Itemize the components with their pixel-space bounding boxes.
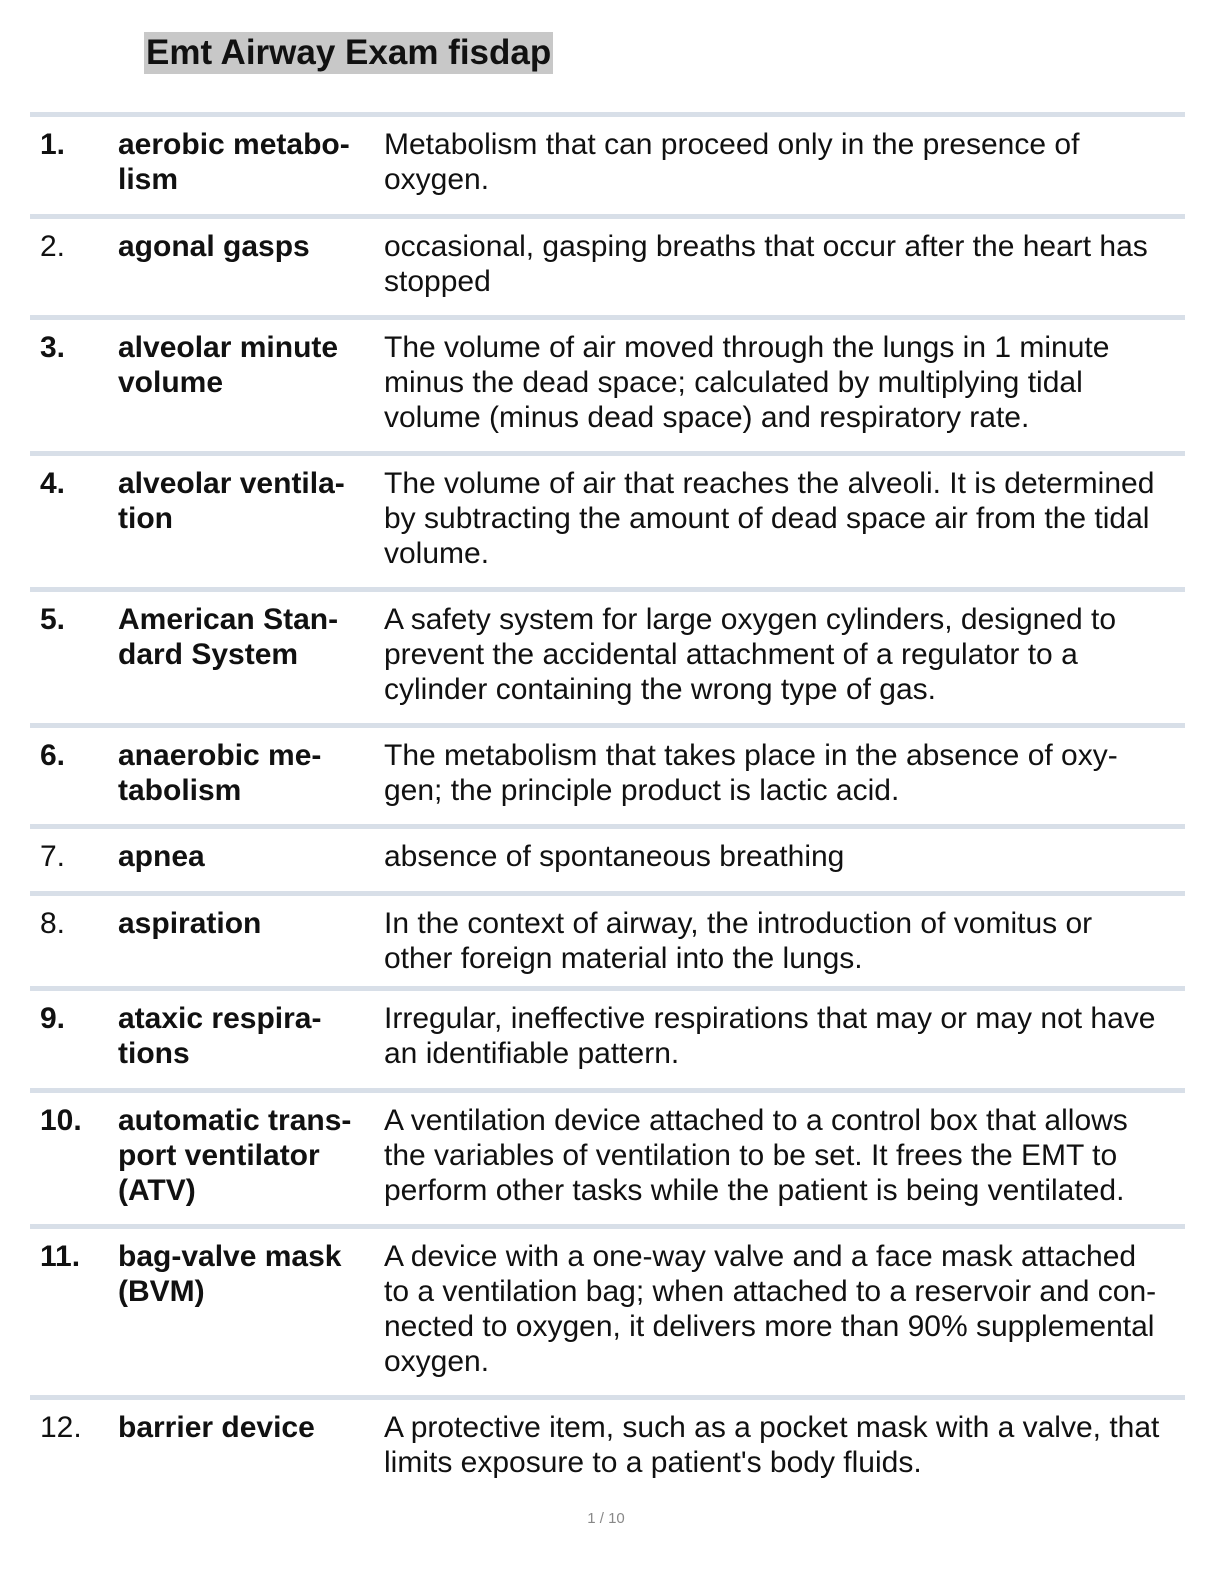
term-number: 7. (40, 840, 66, 873)
term-name: apnea (118, 840, 205, 873)
term-row (30, 315, 1185, 451)
term-name: anaerobic me- tabolism (118, 739, 322, 807)
term-definition: In the context of airway, the introduction of vomitus or other foreign material into the lungs. (384, 907, 1093, 975)
term-number: 3. (40, 331, 66, 364)
term-number: 5. (40, 603, 66, 636)
term-definition: The volume of air moved through the lungs in 1 minute minus the dead space; calculated by multiplying tidal volume (minus dead space) and respiratory rate. (384, 331, 1110, 434)
page-number: 1 / 10 (587, 1510, 625, 1527)
term-number: 12. (40, 1411, 82, 1444)
term-definition: A safety system for large oxygen cylinders, designed to prevent the accidental attachment of a regulator to a cylinder containing the wrong type of gas. (384, 603, 1117, 706)
term-row (30, 824, 1185, 891)
term-number: 4. (40, 467, 66, 500)
term-row (30, 891, 1185, 986)
term-number: 11. (40, 1240, 81, 1273)
term-number: 9. (40, 1002, 66, 1035)
term-name: American Stan- dard System (118, 603, 339, 671)
term-name: ataxic respira- tions (118, 1002, 322, 1070)
term-row (30, 112, 1185, 214)
term-row (30, 723, 1185, 824)
term-definition: The metabolism that takes place in the absence of oxy- gen; the principle product is lactic acid. (384, 739, 1118, 807)
term-row (30, 1395, 1185, 1485)
term-name: bag-valve mask (BVM) (118, 1240, 342, 1308)
term-name: aspiration (118, 907, 262, 940)
term-number: 1. (40, 128, 66, 161)
term-definition: A ventilation device attached to a control box that allows the variables of ventilation to be set. It frees the EMT to perform other tasks while the patient is being ventilated. (384, 1104, 1128, 1207)
term-name: alveolar ventila- tion (118, 467, 345, 535)
term-name: barrier device (118, 1411, 315, 1444)
term-number: 10. (40, 1104, 82, 1137)
term-row (30, 587, 1185, 723)
term-definition: occasional, gasping breaths that occur after the heart has stopped (384, 230, 1148, 298)
term-definition: The volume of air that reaches the alveoli. It is determined by subtracting the amount of dead space air from the tidal volume. (384, 467, 1155, 570)
term-row (30, 1224, 1185, 1395)
term-row (30, 1088, 1185, 1224)
term-name: automatic trans- port ventilator (ATV) (118, 1104, 352, 1207)
term-name: agonal gasps (118, 230, 310, 263)
term-row (30, 214, 1185, 315)
term-name: aerobic metabo- lism (118, 128, 350, 196)
term-definition: Metabolism that can proceed only in the presence of oxygen. (384, 128, 1080, 196)
term-list (30, 112, 1185, 1485)
term-definition: A device with a one-way valve and a face mask attached to a ventilation bag; when attached to a reservoir and con- nected to oxygen, it delivers more than 90% supplemental oxygen. (384, 1240, 1157, 1378)
term-number: 2. (40, 230, 66, 263)
term-number: 8. (40, 907, 66, 940)
term-number: 6. (40, 739, 66, 772)
document-title: Emt Airway Exam fisdap (146, 33, 552, 72)
term-row (30, 451, 1185, 587)
term-definition: A protective item, such as a pocket mask with a valve, that limits exposure to a patient's body fluids. (384, 1411, 1160, 1479)
term-definition: absence of spontaneous breathing (384, 840, 845, 873)
term-name: alveolar minute volume (118, 331, 339, 399)
term-row (30, 986, 1185, 1088)
term-definition: Irregular, ineffective respirations that may or may not have an identifiable pattern. (384, 1002, 1156, 1070)
